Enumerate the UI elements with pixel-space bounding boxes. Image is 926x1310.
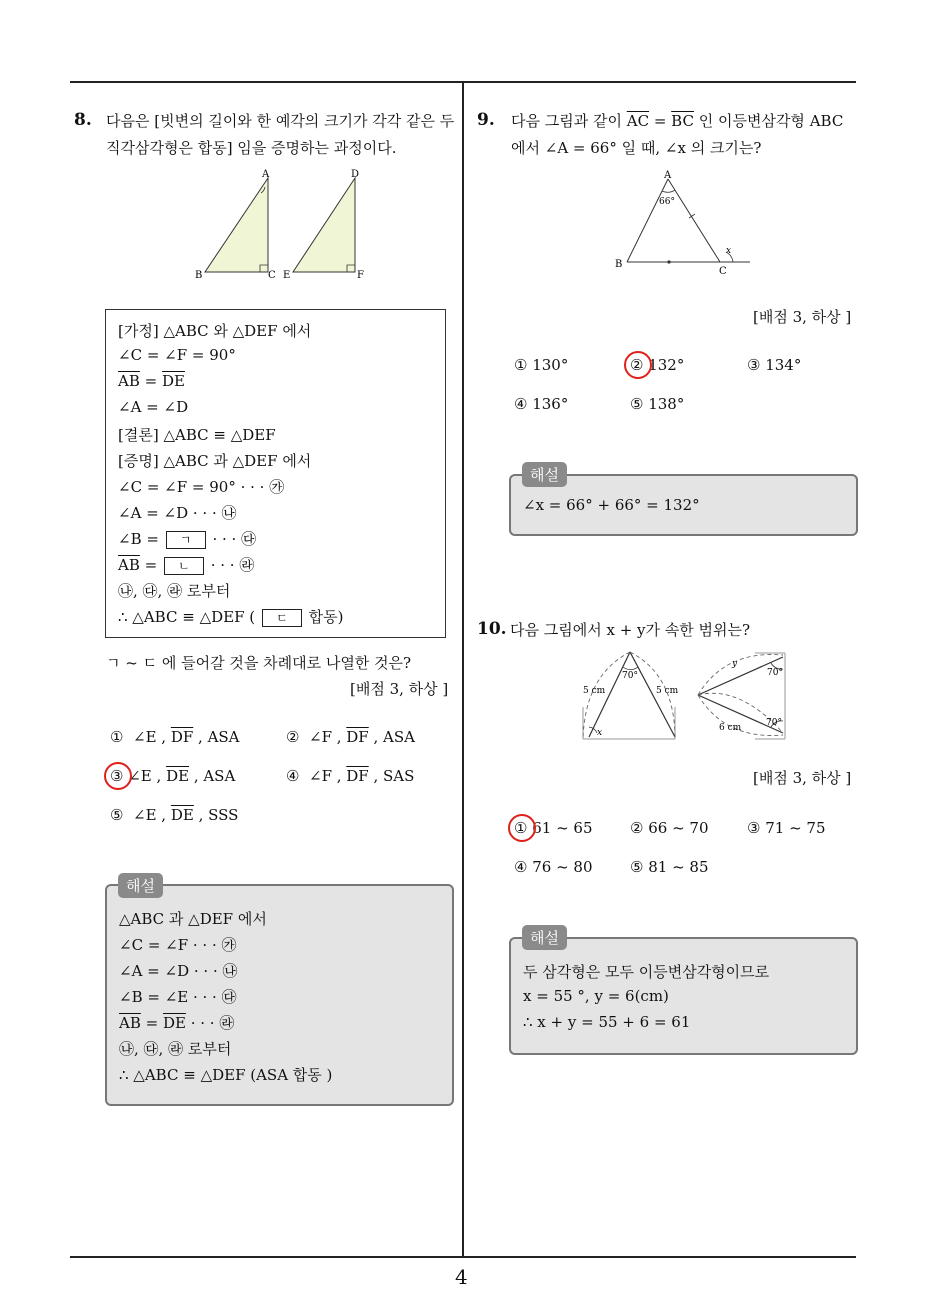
q8-fig-label-D: D [351, 169, 360, 180]
q10-answer-mark [508, 814, 536, 842]
q8-figure [185, 165, 375, 283]
proof-line-2: ∠C = ∠F = 90° [118, 346, 236, 364]
q9-fig-angle-66: 66° [659, 197, 675, 207]
q9-fig-label-C: C [719, 266, 727, 277]
q8-sol-line-3: ∠A = ∠D · · · ㉯ [119, 962, 238, 980]
q9-choice-1[interactable]: ① 130° [514, 356, 569, 374]
q10-figure [575, 645, 790, 745]
q8-sol-line-5: $\overline{AB} = \overline{DE}$ · · · ㉱ [119, 1014, 235, 1032]
q8-fig-label-F: F [357, 270, 364, 281]
q9-answer-mark [624, 351, 652, 379]
q8-sol-line-6: ㉯, ㉰, ㉱ 로부터 [119, 1040, 232, 1058]
column-divider [462, 82, 464, 1257]
q9-stem-line1: 다음 그림과 같이 $\overline{AC} = \overline{BC}$ 인 이등변삼각형 ABC [511, 112, 844, 130]
q8-choice-5[interactable]: ⑤ ∠E , $\overline{DE}$ , SSS [110, 806, 239, 824]
q8-proof-box [105, 309, 446, 638]
q10-sol-line-1: 두 삼각형은 모두 이등변삼각형이므로 [523, 963, 770, 981]
q10-score: [배점 3, 하상 ] [753, 769, 852, 787]
q10-sol-line-2: x = 55 °, y = 6(cm) [523, 987, 669, 1005]
q9-solution-tag: 해설 [522, 462, 567, 487]
q10-fig-70-top: 70° [767, 668, 783, 678]
blank-giyeok: ㄱ [166, 531, 206, 549]
proof-line-11: ㉯, ㉰, ㉱ 로부터 [118, 582, 231, 600]
q8-score: [배점 3, 하상 ] [350, 680, 449, 698]
q8-sol-line-7: ∴ △ABC ≡ △DEF (ASA 합동 ) [119, 1066, 333, 1084]
q8-solution-tag: 해설 [118, 873, 163, 898]
q8-choice-2[interactable]: ② ∠F , $\overline{DF}$ , ASA [286, 728, 415, 746]
q9-score: [배점 3, 하상 ] [753, 308, 852, 326]
proof-line-5: [결론] △ABC ≡ △DEF [118, 426, 276, 444]
q10-sol-line-3: ∴ x + y = 55 + 6 = 61 [523, 1013, 691, 1031]
q8-ask: ㄱ ~ ㄷ 에 들어갈 것을 차례대로 나열한 것은? [106, 654, 412, 672]
q8-sol-line-4: ∠B = ∠E · · · ㉰ [119, 988, 237, 1006]
q8-solution-box [105, 884, 454, 1106]
q8-stem-line1: 다음은 [빗변의 길이와 한 예각의 크기가 각각 같은 두 [106, 112, 455, 130]
q9-choice-2[interactable]: ② 132° [630, 356, 685, 374]
proof-line-8: ∠A = ∠D · · · ㉯ [118, 504, 237, 522]
blank-nieun: ㄴ [164, 557, 204, 575]
q8-sol-line-2: ∠C = ∠F · · · ㉮ [119, 936, 237, 954]
proof-line-9: ∠B = ㄱ · · · ㉰ [118, 530, 257, 548]
q8-answer-mark [104, 762, 132, 790]
proof-line-3: $\overline{AB} = \overline{DE}$ [118, 372, 185, 390]
proof-line-7: ∠C = ∠F = 90° · · · ㉮ [118, 478, 285, 496]
q10-solution-tag: 해설 [522, 925, 567, 950]
q9-figure [610, 168, 755, 278]
proof-line-1: [가정] △ABC 와 △DEF 에서 [118, 322, 312, 340]
q8-choice-3[interactable]: ③ ∠E , $\overline{DE}$ , ASA [110, 767, 236, 785]
page-number: 4 [455, 1265, 468, 1289]
q10-solution-box [509, 937, 858, 1055]
q9-stem-line2: 에서 ∠A = 66° 일 때, ∠x 의 크기는? [511, 139, 762, 157]
q9-choice-5[interactable]: ⑤ 138° [630, 395, 685, 413]
q10-choice-5[interactable]: ⑤ 81 ~ 85 [630, 858, 709, 876]
q10-choice-4[interactable]: ④ 76 ~ 80 [514, 858, 593, 876]
q9-choice-3[interactable]: ③ 134° [747, 356, 802, 374]
proof-line-10: $\overline{AB}$ = ㄴ · · · ㉱ [118, 556, 255, 574]
q9-number: 9. [477, 110, 495, 130]
q10-fig-5cm-left: 5 cm [583, 686, 606, 696]
q10-fig-70-left: 70° [622, 671, 638, 681]
q9-fig-label-A: A [664, 170, 672, 181]
q10-fig-y: y [732, 659, 738, 669]
q8-fig-label-B: B [195, 270, 203, 281]
proof-line-6: [증명] △ABC 과 △DEF 에서 [118, 452, 312, 470]
q8-number: 8. [74, 110, 92, 130]
q10-fig-70-bottom: 70° [766, 718, 782, 728]
q10-number: 10. [477, 619, 507, 639]
q9-fig-x: x [726, 246, 732, 256]
proof-line-12: ∴ △ABC ≡ △DEF ( ㄷ 합동) [118, 608, 344, 626]
q9-fig-label-B: B [615, 259, 623, 270]
q8-choice-4[interactable]: ④ ∠F , $\overline{DF}$ , SAS [286, 767, 415, 785]
q10-choice-1[interactable]: ① 61 ~ 65 [514, 819, 593, 837]
q10-fig-x: x [597, 728, 603, 738]
bottom-rule [70, 1256, 856, 1258]
q8-sol-line-1: △ABC 과 △DEF 에서 [119, 910, 267, 928]
proof-line-4: ∠A = ∠D [118, 398, 189, 416]
q9-choice-4[interactable]: ④ 136° [514, 395, 569, 413]
q10-choice-3[interactable]: ③ 71 ~ 75 [747, 819, 826, 837]
q8-fig-label-E: E [283, 270, 291, 281]
q8-stem-line2: 직각삼각형은 합동] 임을 증명하는 과정이다. [106, 139, 397, 157]
q8-choice-1[interactable]: ① ∠E , $\overline{DF}$ , ASA [110, 728, 240, 746]
q10-choice-2[interactable]: ② 66 ~ 70 [630, 819, 709, 837]
q10-fig-6cm: 6 cm [719, 723, 742, 733]
q8-fig-label-A: A [262, 169, 270, 180]
q8-fig-label-C: C [268, 270, 276, 281]
q10-fig-5cm-right: 5 cm [656, 686, 679, 696]
blank-digeut: ㄷ [262, 609, 302, 627]
q10-stem: 다음 그림에서 x + y가 속한 범위는? [510, 621, 751, 639]
q9-sol-line-1: ∠x = 66° + 66° = 132° [523, 496, 700, 514]
